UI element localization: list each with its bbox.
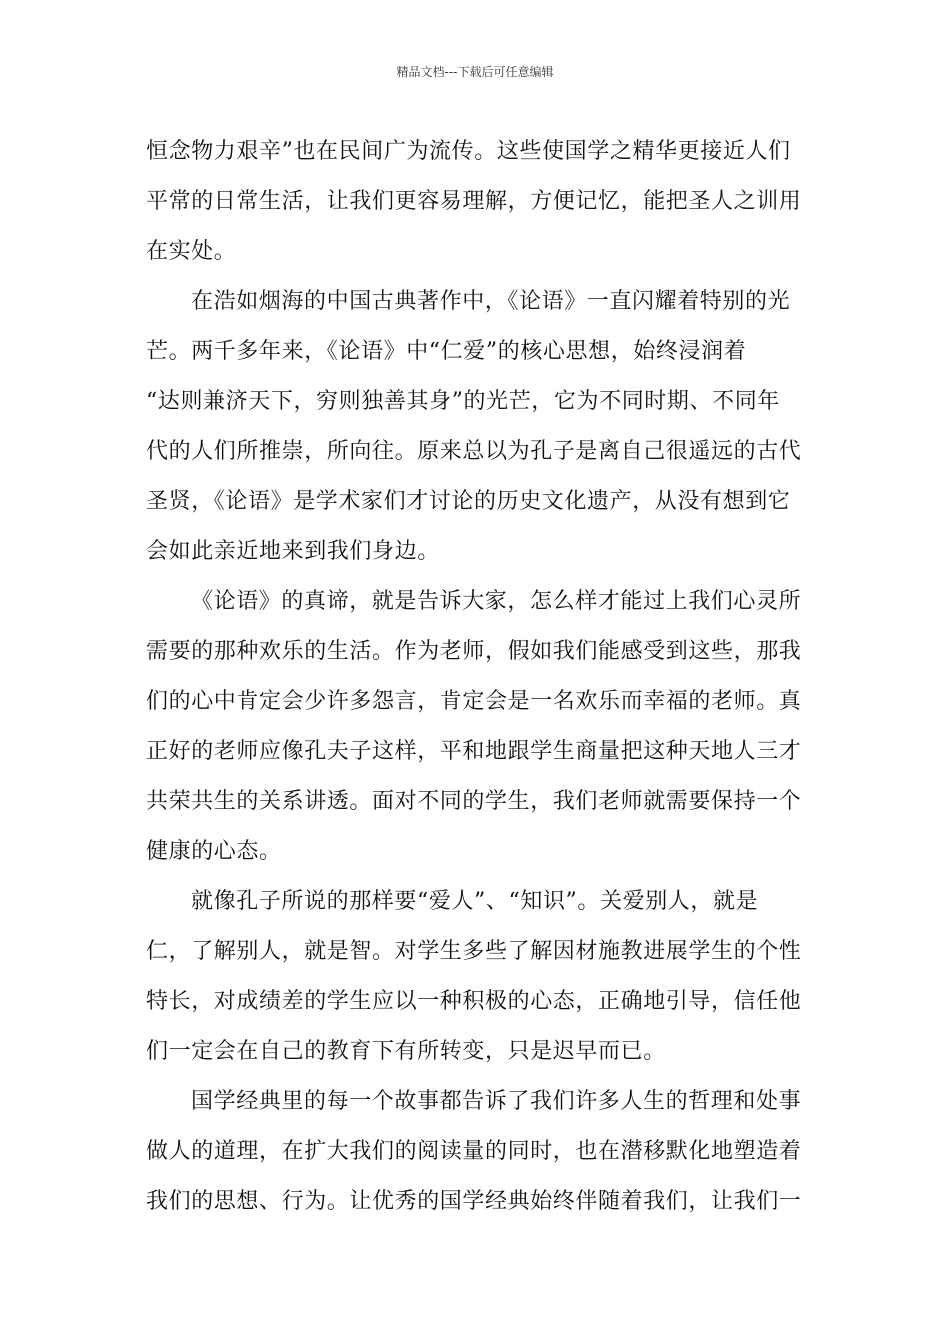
paragraph-first-line: 在浩如烟海的中国古典著作中，《论语》一直闪耀着特别的光 [191, 289, 791, 314]
text-line: 需要的那种欢乐的生活。作为老师，假如我们能感受到这些，那我 [146, 639, 802, 664]
text-line: 们一定会在自己的教育下有所转变，只是迟早而已。 [146, 1039, 666, 1064]
text-line: 在实处。 [146, 239, 237, 264]
paragraph-first-line: 就像孔子所说的那样要“爱人”、“知识”。关爱别人，就是 [191, 889, 759, 914]
text-line: 们的心中肯定会少许多怨言，肯定会是一名欢乐而幸福的老师。真 [146, 689, 802, 714]
text-line: 我们的思想、行为。让优秀的国学经典始终伴随着我们，让我们一 [146, 1189, 802, 1214]
text-line: 共荣共生的关系讲透。面对不同的学生，我们老师就需要保持一个 [146, 789, 802, 814]
text-line: 特长，对成绩差的学生应以一种积极的心态，正确地引导，信任他 [146, 989, 802, 1014]
text-line: 健康的心态。 [146, 839, 282, 864]
text-line: 正好的老师应像孔夫子这样，平和地跟学生商量把这种天地人三才 [146, 739, 802, 764]
text-line: 代的人们所推崇，所向往。原来总以为孔子是离自己很遥远的古代 [146, 439, 802, 464]
text-line: 仁，了解别人，就是智。对学生多些了解因材施教进展学生的个性 [146, 939, 802, 964]
document-body [146, 127, 806, 1227]
page-header: 精品文档---下载后可任意编辑 [396, 65, 554, 79]
paragraph-first-line: 国学经典里的每一个故事都告诉了我们许多人生的哲理和处事 [191, 1089, 802, 1114]
text-line: 圣贤，《论语》是学术家们才讨论的历史文化遗产，从没有想到它 [146, 489, 791, 514]
text-line: 恒念物力艰辛”也在民间广为流传。这些使国学之精华更接近人们 [146, 139, 791, 164]
text-line: 平常的日常生活，让我们更容易理解，方便记忆，能把圣人之训用 [146, 189, 802, 214]
text-line: “达则兼济天下，穷则独善其身”的光芒，它为不同时期、不同年 [146, 389, 780, 414]
paragraph-first-line: 《论语》的真谛，就是告诉大家，怎么样才能过上我们心灵所 [191, 589, 802, 614]
text-line: 芒。两千多年来，《论语》中“仁爱”的核心思想，始终浸润着 [146, 339, 747, 364]
text-line: 做人的道理，在扩大我们的阅读量的同时，也在潜移默化地塑造着 [146, 1139, 802, 1164]
text-line: 会如此亲近地来到我们身边。 [146, 539, 440, 564]
